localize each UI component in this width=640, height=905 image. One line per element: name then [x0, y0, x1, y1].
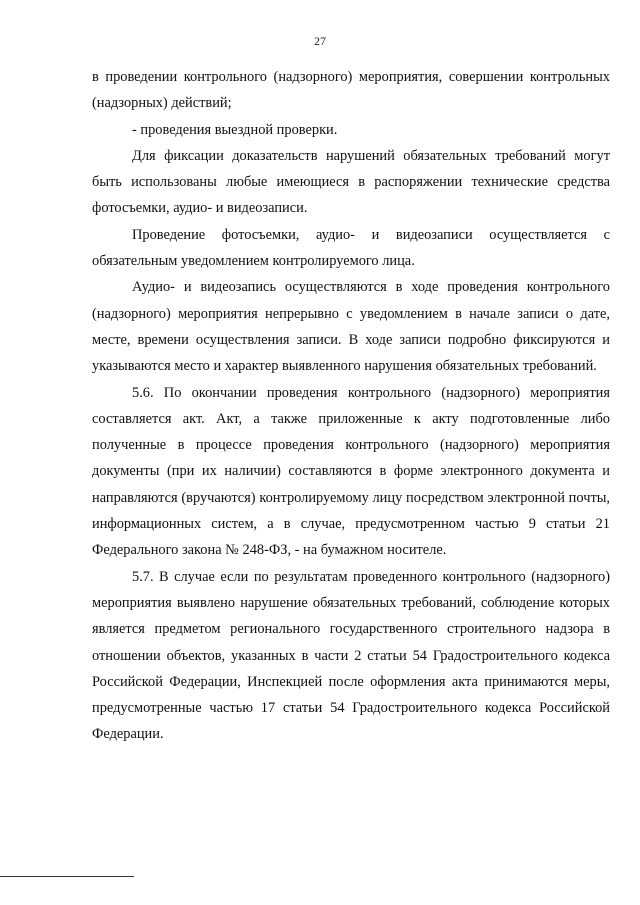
page-number: 27 [314, 34, 326, 48]
paragraph-clause-5-6: 5.6. По окончании проведения контрольного (надзорного) мероприятия составляется акт. Акт, а также приложенные к акту подготовленные либо полученные в процессе проведения контрольного (надзорного) мероприятия документы (при их наличии) составляются в форме электронного документа и направляются (вручаются) контролируемому лицу посредством электронной почты, информационных систем, а в случае, предусмотренном частью 9 статьи 21 Федерального закона № 248-ФЗ, - на бумажном носителе. [92, 384, 610, 559]
paragraph-clause-5-7: 5.7. В случае если по результатам проведенного контрольного (надзорного) мероприятия выявлено нарушение обязательных требований, соблюдение которых является предметом регионального государственного строительного надзора в отношении объектов, указанных в части 2 статьи 54 Градостроительного кодекса Российской Федерации, Инспекцией после оформления акта принимаются меры, предусмотренные частью 17 статьи 54 Градостроительного кодекса Российской Федерации. [92, 568, 610, 743]
paragraph-onsite-inspection: - проведения выездной проверки. [132, 121, 338, 138]
paragraph-continuation: в проведении контрольного (надзорного) мероприятия, совершении контрольных (надзорных) действий; [92, 69, 610, 112]
document-body [92, 64, 610, 748]
paragraph-evidence-recording: Для фиксации доказательств нарушений обязательных требований могут быть использованы любые имеющиеся в распоряжении технические средства фотосъемки, аудио- и видеозаписи. [92, 147, 610, 217]
paragraph-notification: Проведение фотосъемки, аудио- и видеозаписи осуществляется с обязательным уведомлением контролируемого лица. [92, 226, 610, 270]
paragraph-audio-video: Аудио- и видеозапись осуществляются в ходе проведения контрольного (надзорного) мероприятия непрерывно с уведомлением в начале записи о дате, месте, времени осуществления записи. В ходе записи подробно фиксируются и указываются место и характер выявленного нарушения обязательных требований. [92, 279, 610, 375]
footnote-divider [0, 876, 134, 877]
